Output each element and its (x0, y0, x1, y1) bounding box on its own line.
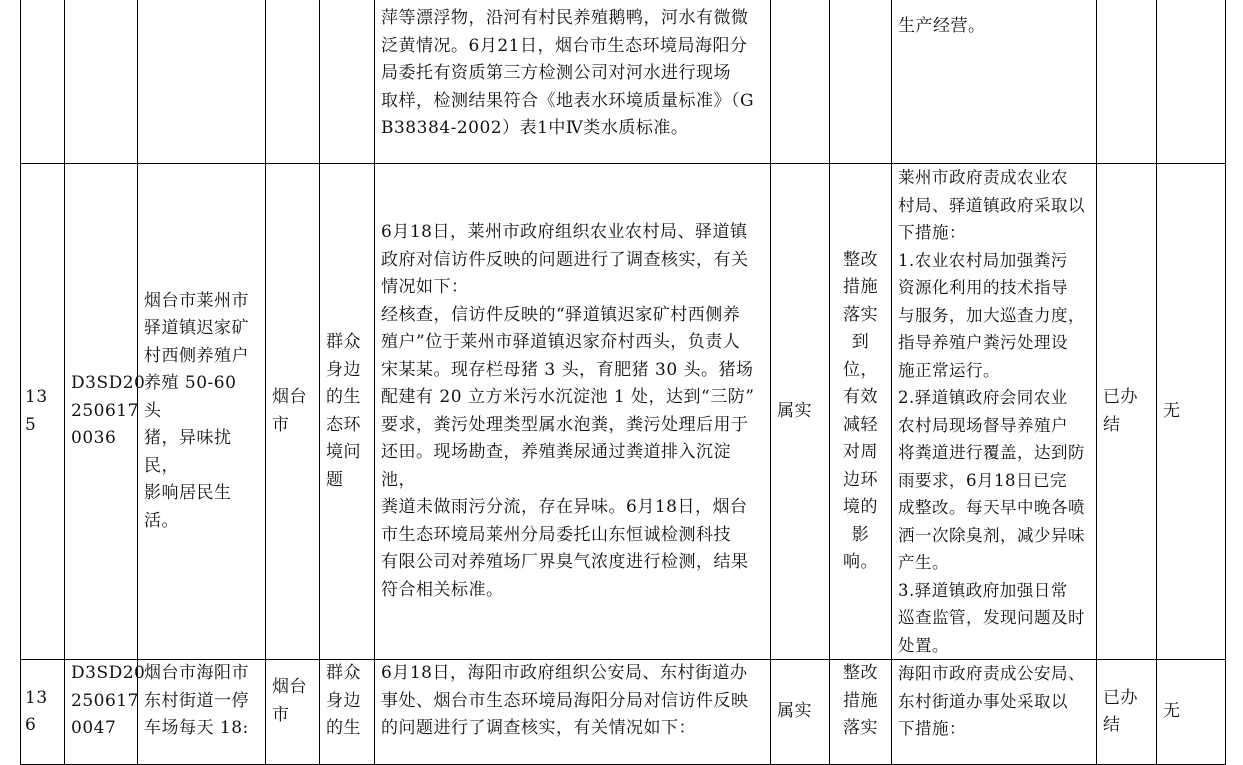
petition-code: D3SD20 (71, 373, 146, 394)
text-line: 施正常运行。 (898, 360, 1000, 380)
status-label: 结 (1103, 414, 1121, 435)
text-line: 群众 (326, 332, 361, 352)
text-line: 车场每天 18: (144, 718, 249, 738)
text-line: B38384-2002）表1中Ⅳ类水质标准。 (381, 118, 689, 138)
text-line: 养殖 50-60 头 (144, 373, 243, 421)
row-number: 5 (25, 414, 37, 435)
cell-goal (830, 0, 892, 164)
cell-city (266, 660, 320, 765)
text-line: 2.驿道镇政府会同农业 (898, 388, 1068, 407)
text-line: 1.农业农村局加强粪污 (898, 250, 1068, 270)
cell-verdict (771, 164, 830, 660)
text-line: 影响居民生 (144, 483, 232, 504)
text-line: 政府对信访件反映的问题进行了调查核实，有关 (381, 249, 749, 270)
text-line: 村西侧养殖户 (144, 345, 249, 366)
text-line: 活。 (144, 510, 179, 531)
text-line: 东村街道办事处采取以 (898, 691, 1068, 711)
text-line: 市 (272, 414, 290, 435)
cell-measures (892, 660, 1097, 765)
text-line: 还田。现场勘查，养殖粪尿通过粪道排入沉淀池， (381, 442, 731, 490)
text-line: 符合相关标准。 (381, 579, 504, 600)
text-line: 6月18日，海阳市政府组织公安局、东村街道办 (381, 663, 748, 683)
status-label: 结 (1103, 715, 1121, 735)
text-line: 措施 (843, 277, 878, 297)
text-line: 影 (851, 524, 870, 545)
text-line: 情况如下： (381, 277, 469, 297)
cell-code (65, 660, 146, 765)
text-line: 烟台 (272, 387, 307, 407)
table-row (21, 0, 1226, 164)
text-line: 整改 (843, 663, 878, 683)
text-line: 6月18日，莱州市政府组织农业农村局、驿道镇 (381, 222, 748, 242)
cell-verdict (771, 0, 830, 164)
verdict-label: 属实 (777, 400, 812, 421)
cell-accountability (1157, 164, 1226, 660)
petition-code: 0036 (71, 428, 117, 449)
text-line: 事处、烟台市生态环境局海阳分局对信访件反映 (381, 690, 749, 711)
text-line: 驿道镇迟家矿 (144, 318, 249, 339)
cell-code (65, 164, 146, 660)
cell-status (1097, 660, 1157, 765)
text-line: 群众 (326, 663, 361, 683)
cell-status (1097, 0, 1157, 164)
text-line: 成整改。每天早中晚各喷 (898, 498, 1085, 517)
text-line: 产生。 (898, 553, 949, 572)
text-line: 洒一次除臭剂，减少异味 (898, 525, 1085, 545)
text-line: 处置。 (898, 635, 949, 655)
text-line: 对周 (843, 442, 878, 462)
cell-finding (375, 164, 771, 660)
text-line: 下措施： (898, 719, 966, 738)
text-line: 与服务，加大巡查力度， (898, 305, 1085, 325)
cell-goal (830, 164, 892, 660)
accountability-label: 无 (1163, 400, 1181, 421)
petition-code: 250617 (71, 400, 139, 421)
cell-num (21, 660, 65, 765)
status-label: 已办 (1103, 387, 1138, 407)
text-line: 粪道未做雨污分流，存在异味。6月18日，烟台 (381, 497, 748, 517)
text-line: 泛黄情况。6月21日，烟台市生态环境局海阳分 (381, 35, 748, 56)
text-line: 资源化利用的技术指导 (898, 278, 1068, 297)
text-line: 生产经营。 (898, 16, 986, 36)
cell-measures (892, 0, 1097, 164)
text-line: 位， (843, 359, 878, 380)
text-line: 响。 (843, 552, 878, 572)
petition-code: 0047 (71, 718, 117, 738)
text-line: 的问题进行了调查核实，有关情况如下： (381, 718, 696, 738)
text-line: 萍等漂浮物，沿河有村民养殖鹅鸭，河水有微微 (381, 8, 749, 28)
text-line: 边环 (843, 469, 878, 490)
cell-finding (375, 660, 771, 765)
text-line: 烟台市海阳市 (144, 663, 249, 683)
cell-status (1097, 164, 1157, 660)
text-line: 要求，粪污处理类型属水泡粪，粪污处理后用于 (381, 414, 749, 435)
cell-location (138, 0, 266, 164)
text-line: 宋某某。现存栏母猪 3 头，育肥猪 30 头。猪场 (381, 359, 754, 380)
cell-type (320, 660, 375, 765)
text-line: 猪，异味扰民， (144, 428, 232, 476)
text-line: 农村局现场督导养殖户 (898, 415, 1068, 435)
text-line: 身边 (326, 359, 361, 380)
text-line: 局委托有资质第三方检测公司对河水进行现场 (381, 63, 731, 83)
cell-verdict (771, 660, 830, 765)
petition-code: D3SD20 (71, 663, 146, 683)
text-line: 有效 (843, 387, 878, 407)
text-line: 雨要求，6月18日已完 (898, 470, 1067, 490)
table-row (21, 660, 1226, 765)
cell-type (320, 0, 375, 164)
text-line: 市生态环境局莱州分局委托山东恒诚检测科技 (381, 524, 731, 545)
cell-location (138, 164, 266, 660)
text-line: 落实 (843, 304, 878, 325)
cell-num (21, 0, 65, 164)
text-line: 的生 (326, 387, 361, 407)
cell-measures (892, 164, 1097, 660)
text-line: 经核查，信访件反映的“驿道镇迟家矿村西侧养 (381, 304, 741, 325)
cell-goal (830, 660, 892, 765)
text-line: 境的 (843, 497, 878, 517)
text-line: 市 (272, 704, 290, 725)
cell-accountability (1157, 0, 1226, 164)
text-line: 题 (326, 469, 344, 490)
row-number: 6 (25, 715, 37, 735)
text-line: 取样，检测结果符合《地表水环境质量标准》（G (381, 90, 755, 111)
text-line: 村局、驿道镇政府采取以 (898, 195, 1085, 215)
table-row (21, 164, 1226, 660)
text-line: 3.驿道镇政府加强日常 (898, 580, 1068, 600)
text-line: 的生 (326, 718, 361, 738)
status-label: 已办 (1103, 687, 1138, 708)
verdict-label: 属实 (777, 701, 812, 722)
cell-city (266, 0, 320, 164)
text-line: 到 (851, 332, 870, 352)
text-line: 减轻 (843, 414, 878, 435)
cell-location (138, 660, 266, 765)
accountability-label: 无 (1163, 701, 1181, 722)
row-number: 13 (25, 687, 48, 708)
text-line: 态环 (326, 414, 361, 435)
petition-table (20, 0, 1226, 765)
petition-code: 250617 (71, 690, 139, 711)
text-line: 指导养殖户粪污处理设 (898, 333, 1068, 352)
cell-num (21, 164, 65, 660)
cell-accountability (1157, 660, 1226, 765)
text-line: 配建有 20 立方米污水沉淀池 1 处，达到“三防” (381, 387, 755, 407)
text-line: 莱州市政府责成农业农 (898, 168, 1068, 187)
text-line: 措施 (843, 690, 878, 711)
text-line: 海阳市政府责成公安局、 (898, 664, 1085, 683)
text-line: 烟台市莱州市 (144, 290, 249, 311)
text-line: 殖户”位于莱州市驿道镇迟家夼村西头，负责人 (381, 332, 741, 352)
text-line: 整改 (843, 249, 878, 270)
text-line: 下措施： (898, 223, 966, 242)
cell-type (320, 164, 375, 660)
text-line: 东村街道一停 (144, 690, 249, 711)
text-line: 有限公司对养殖场厂界臭气浓度进行检测，结果 (381, 552, 749, 572)
cell-finding (375, 0, 771, 164)
text-line: 将粪道进行覆盖，达到防 (898, 443, 1085, 462)
cell-code (65, 0, 138, 164)
text-line: 巡查监管，发现问题及时 (898, 608, 1085, 627)
text-line: 身边 (326, 690, 361, 711)
row-number: 13 (25, 387, 48, 407)
text-line: 落实 (843, 718, 878, 738)
cell-city (266, 164, 320, 660)
text-line: 境问 (326, 442, 361, 462)
text-line: 烟台 (272, 677, 307, 697)
